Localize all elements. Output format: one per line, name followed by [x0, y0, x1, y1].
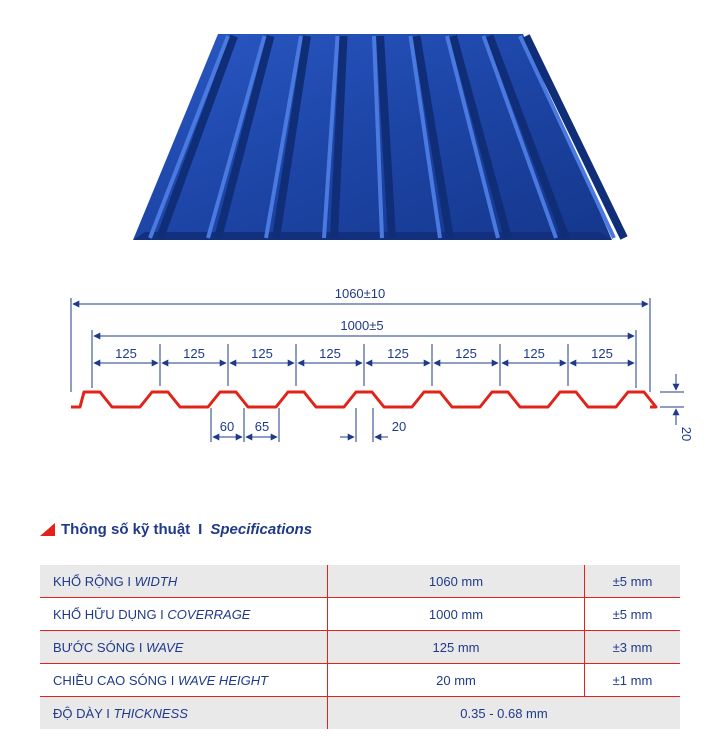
spec-value: 1060 mm	[328, 565, 585, 598]
spec-tolerance: ±1 mm	[585, 664, 681, 697]
valley-width-label: 60	[219, 419, 235, 434]
height-label: 20	[679, 426, 694, 442]
spec-value: 0.35 - 0.68 mm	[328, 697, 681, 730]
specifications-table	[40, 565, 680, 729]
spec-label: BƯỚC SÓNG I WAVE	[40, 631, 328, 664]
pitch-label: 125	[319, 346, 341, 361]
spec-value: 125 mm	[328, 631, 585, 664]
table-row	[40, 631, 680, 664]
spec-label: CHIỀU CAO SÓNG I WAVE HEIGHT	[40, 664, 328, 697]
table-row	[40, 664, 680, 697]
table-row	[40, 697, 680, 730]
pitch-label: 125	[251, 346, 273, 361]
spec-label: KHỔ HỮU DỤNG I COVERRAGE	[40, 598, 328, 631]
spec-tolerance: ±3 mm	[585, 631, 681, 664]
pitch-label: 125	[387, 346, 409, 361]
cover-width-label: 1000±5	[340, 318, 384, 333]
table-row	[40, 565, 680, 598]
pitch-label: 125	[455, 346, 477, 361]
crest-width-label: 65	[254, 419, 270, 434]
spec-label: KHỔ RỘNG I WIDTH	[40, 565, 328, 598]
heading-vi: Thông số kỹ thuật	[61, 521, 191, 538]
pitch-label: 125	[115, 346, 137, 361]
heading-separator: I	[198, 521, 203, 538]
heading-en: Specifications	[210, 521, 313, 538]
spec-label: ĐỘ DÀY I THICKNESS	[40, 697, 328, 730]
spec-value: 1000 mm	[328, 598, 585, 631]
pitch-label: 125	[591, 346, 613, 361]
pitch-label: 125	[523, 346, 545, 361]
specifications-heading	[40, 521, 312, 538]
sheet-profile-outline	[71, 392, 656, 407]
spec-tolerance: ±5 mm	[585, 565, 681, 598]
table-row	[40, 598, 680, 631]
roofing-sheet-image	[133, 34, 624, 240]
spec-tolerance: ±5 mm	[585, 598, 681, 631]
rib-top-label: 20	[391, 419, 407, 434]
spec-value: 20 mm	[328, 664, 585, 697]
red-triangle-icon	[40, 523, 55, 536]
pitch-label: 125	[183, 346, 205, 361]
overall-width-label: 1060±10	[334, 286, 386, 301]
